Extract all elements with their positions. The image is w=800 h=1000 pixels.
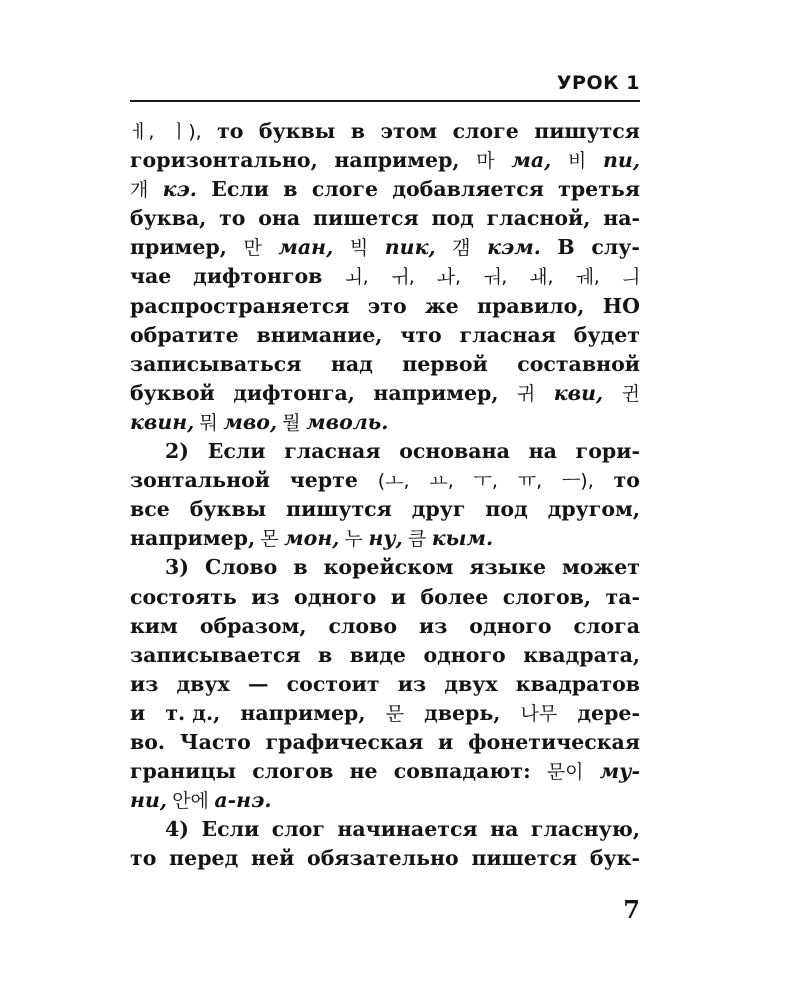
word: обратите <box>130 322 239 347</box>
korean-word: ㅔ, <box>130 121 155 143</box>
word: буквы <box>258 119 336 143</box>
word: пишется <box>313 206 419 231</box>
word: черте <box>289 468 358 493</box>
text-line <box>130 117 640 146</box>
word: гласная <box>284 439 381 464</box>
word: будет <box>573 322 640 347</box>
korean-word: ㅘ, <box>436 266 462 289</box>
word: виде <box>349 642 406 667</box>
korean-word: 문이 <box>546 761 584 784</box>
transcription-word: кэ. <box>162 177 197 202</box>
word: записываться <box>130 351 302 376</box>
word: может <box>562 555 640 580</box>
korean-word: 몬 <box>260 528 279 551</box>
word: В <box>557 235 575 260</box>
word: буква, <box>130 206 207 231</box>
word: языке <box>469 555 547 580</box>
text-line <box>130 786 640 815</box>
word: слово <box>328 613 397 638</box>
word: на <box>490 817 519 842</box>
text-line <box>130 524 640 553</box>
transcription-word: пик, <box>384 235 436 260</box>
text-line <box>130 175 640 204</box>
korean-word: ㅚ, <box>344 266 369 289</box>
word: распространяется <box>130 293 350 318</box>
transcription-word: квин, <box>130 409 195 434</box>
korean-word: ㅠ, <box>517 470 543 493</box>
word: из <box>418 613 448 638</box>
korean-word: (ㅗ, <box>377 470 410 493</box>
text-line <box>130 612 640 641</box>
word: Часто <box>179 729 251 754</box>
text-line <box>130 204 640 233</box>
text-line <box>130 262 640 291</box>
korean-word: 개 <box>130 179 149 202</box>
korean-word: 나무 <box>520 702 558 725</box>
word: слогов <box>252 759 334 784</box>
word: то <box>613 468 640 493</box>
word: 4) <box>165 817 189 842</box>
transcription-word: ни, <box>130 788 167 813</box>
word: например, <box>130 526 256 551</box>
word: чае <box>130 264 172 289</box>
word: слогов, <box>502 584 592 609</box>
word: — <box>247 671 269 696</box>
word: третья <box>558 177 640 202</box>
korean-word: ㅡ), <box>561 470 594 493</box>
word: дифтонга, <box>233 380 355 405</box>
word: то <box>217 119 244 143</box>
word: над <box>330 351 373 376</box>
text-line <box>130 699 640 728</box>
word: состоит <box>286 671 380 696</box>
korean-word: 비 <box>567 150 587 173</box>
word: фонетическая <box>468 729 640 754</box>
word: буквы <box>189 497 267 522</box>
korean-word: 귄 <box>621 382 640 405</box>
word: буквой <box>130 380 215 405</box>
word: гори- <box>575 439 640 464</box>
korean-word: 뭘 <box>282 411 301 434</box>
text-line <box>130 670 640 699</box>
text-line <box>130 379 640 408</box>
transcription-word: кым. <box>431 526 494 551</box>
text-line <box>130 233 640 262</box>
word: корейском <box>323 555 454 580</box>
lesson-label: УРОК 1 <box>556 72 640 94</box>
word: 2) <box>165 439 189 464</box>
korean-word: ㅟ, <box>390 266 415 289</box>
korean-word: 큼 <box>407 528 427 551</box>
word: обязательно <box>307 846 459 871</box>
word: образом, <box>199 613 307 638</box>
word: что <box>400 322 442 347</box>
word: гласной, <box>486 206 591 231</box>
word: дверь, <box>424 700 501 725</box>
word: та- <box>605 584 640 609</box>
word: в <box>293 555 308 580</box>
word: это <box>367 293 407 318</box>
korean-word: ㅣ), <box>169 121 202 143</box>
word: Слово <box>204 555 278 580</box>
transcription-word: ма, <box>511 148 552 173</box>
transcription-word: кэм. <box>487 235 541 260</box>
word: зонтальной <box>130 468 270 493</box>
korean-word: ㅛ, <box>429 470 454 493</box>
word: из <box>397 671 427 696</box>
text-line <box>130 437 640 466</box>
word: одного <box>294 584 377 609</box>
word: внимание, <box>256 322 383 347</box>
word: другом, <box>547 497 640 522</box>
word: из <box>130 671 159 696</box>
word: гласную, <box>530 817 640 842</box>
text-line <box>130 641 640 670</box>
word: слоге <box>452 119 519 143</box>
word: слог <box>271 817 325 842</box>
word: и <box>438 729 454 754</box>
text-line <box>130 146 640 175</box>
body-text <box>130 117 640 873</box>
text-line <box>130 815 640 844</box>
word: пишутся <box>286 497 392 522</box>
korean-word: 안에 <box>172 790 209 813</box>
word: основана <box>399 439 510 464</box>
text-line <box>130 553 640 582</box>
word: записывается <box>130 642 301 667</box>
word: под <box>485 497 528 522</box>
korean-word: ㅝ, <box>482 266 508 289</box>
text-line <box>130 495 640 524</box>
word: гласная <box>459 322 556 347</box>
word: более <box>420 584 489 609</box>
word: же <box>424 293 459 318</box>
transcription-word: мво, <box>223 409 278 434</box>
text-line <box>130 757 640 786</box>
korean-word: 귀 <box>516 382 536 405</box>
transcription-word: а-нэ. <box>214 788 272 813</box>
word: ней <box>251 846 295 871</box>
transcription-word: ман, <box>278 235 334 260</box>
word: например, <box>240 700 366 725</box>
transcription-word: мон, <box>284 526 340 551</box>
korean-word: ㅙ, <box>529 266 554 289</box>
word: совпадают: <box>393 759 531 784</box>
word: правило, <box>477 293 585 318</box>
word: в <box>283 177 298 202</box>
word: пример, <box>130 235 227 260</box>
word: Если <box>201 817 260 842</box>
word: одного <box>469 613 552 638</box>
transcription-word: пи, <box>603 148 640 173</box>
korean-word: 누 <box>344 528 363 551</box>
word: двух <box>444 671 498 696</box>
word: друг <box>411 497 466 522</box>
word: горизонтально, <box>130 148 318 173</box>
word: начинается <box>337 817 478 842</box>
word: этом <box>380 119 438 143</box>
word: квадратов <box>515 671 640 696</box>
word: т. д., <box>165 700 221 725</box>
word: пишется <box>471 846 578 871</box>
korean-word: 마 <box>476 150 495 173</box>
word: границы <box>130 759 237 784</box>
word: первой <box>402 351 488 376</box>
word: в <box>350 119 366 143</box>
word: пишутся <box>534 119 640 143</box>
word: добавляется <box>392 177 544 202</box>
word: 3) <box>165 555 189 580</box>
text-line <box>130 728 640 757</box>
text-line <box>130 844 640 873</box>
text-line <box>130 350 640 379</box>
word: на- <box>603 206 640 231</box>
word: составной <box>517 351 640 376</box>
korean-word: ㅜ, <box>473 470 498 493</box>
word: одного <box>423 642 506 667</box>
transcription-word: му- <box>599 759 640 784</box>
word: дифтонгов <box>193 264 323 289</box>
transcription-word: ну, <box>368 526 403 551</box>
korean-word: 문 <box>385 702 404 725</box>
korean-word: 만 <box>243 237 262 260</box>
word: слу- <box>591 235 640 260</box>
word: то <box>219 206 246 231</box>
word: и <box>390 584 406 609</box>
page-number: 7 <box>623 895 640 924</box>
word: слога <box>573 613 640 638</box>
korean-word: 갬 <box>452 237 471 260</box>
word: НО <box>602 293 640 318</box>
word: например, <box>373 380 499 405</box>
word: Если <box>207 439 266 464</box>
word: графическая <box>265 729 424 754</box>
text-line <box>130 583 640 612</box>
korean-word: ㅢ <box>621 266 640 289</box>
word: Если <box>211 177 269 202</box>
word: ким <box>130 613 178 638</box>
word: например, <box>334 148 460 173</box>
word: из <box>251 584 280 609</box>
word: она <box>258 206 301 231</box>
word: не <box>349 759 378 784</box>
korean-word: 빅 <box>349 237 369 260</box>
word: то <box>130 846 157 871</box>
word: квадрата, <box>523 642 640 667</box>
transcription-word: кви, <box>553 380 604 405</box>
text-line <box>130 466 640 495</box>
word: на <box>528 439 557 464</box>
word: в <box>318 642 333 667</box>
word: под <box>431 206 474 231</box>
word: состоять <box>130 584 237 609</box>
text-line <box>130 292 640 321</box>
transcription-word: мволь. <box>306 409 389 434</box>
word: бук- <box>589 846 640 871</box>
text-line <box>130 408 640 437</box>
word: во. <box>130 729 166 754</box>
word: слоге <box>311 177 379 202</box>
korean-word: 뭐 <box>199 411 218 434</box>
word: перед <box>169 846 239 871</box>
word: дере- <box>577 700 640 725</box>
korean-word: ㅞ, <box>575 266 600 289</box>
header-rule <box>130 100 640 102</box>
word: двух <box>176 671 230 696</box>
text-line <box>130 321 640 350</box>
word: все <box>130 497 170 522</box>
word: и <box>130 700 146 725</box>
